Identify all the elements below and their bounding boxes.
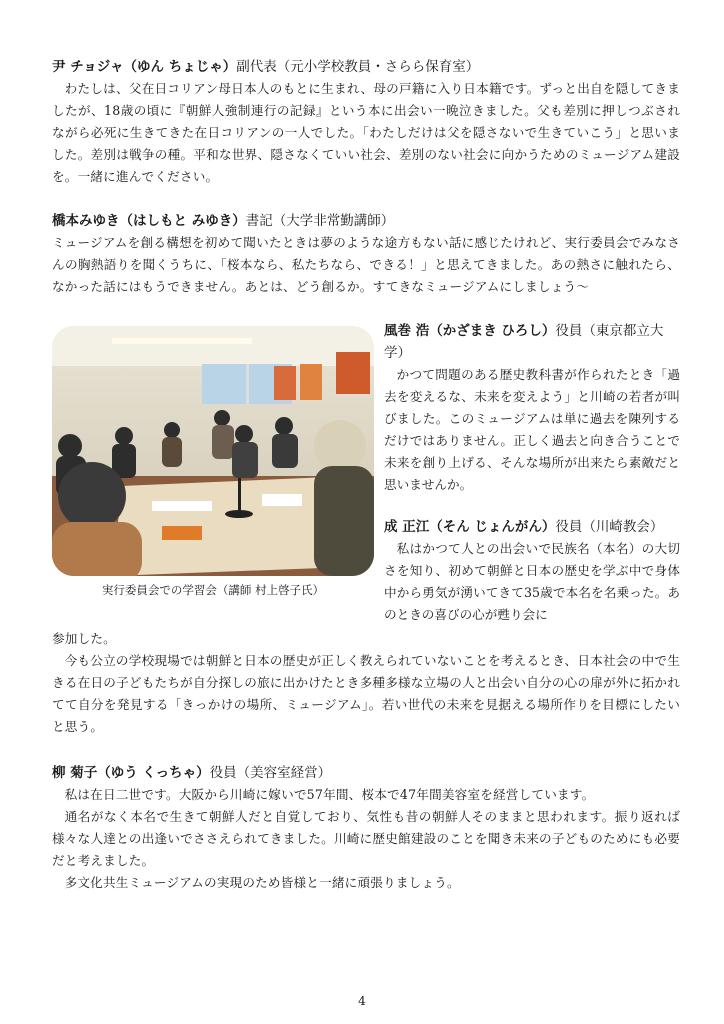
member-paragraph: ミュージアムを創る構想を初めて聞いたときは夢のような途方もない話に感じたけれど、実行委員会でみなさんの胸熱語りを聞くうちに、「桜本なら、私たちなら、できる！」と思えてきました。あの熱さに触れたら、なかった話にはもうできません。あとは、どう創るか。すてきなミュージアムにしましょう〜 — [52, 235, 680, 294]
member-heading — [384, 320, 680, 364]
member-heading — [52, 762, 680, 784]
member-paragraph: 多文化共生ミュージアムの実現のため皆様と一緒に頑張りましょう。 — [64, 875, 460, 890]
member-paragraph: わたしは、父在日コリアン母日本人のもとに生まれ、母の戸籍に入り日本籍です。ずっと出自を隠してきましたが、18歳の頃に『朝鮮人強制連行の記録』という本に出会い一晩泣きました。父も差別に押しつぶされながら必死に生きてきた在日コリアンの一人でした。「わたしだけは父を隠さないで生きていこう」と思いました。差別は戦争の種。平和な世界、隠さなくていい社会、差別のない社会に向かうためのミュージアム建設を。一緒に進んでください。 — [52, 81, 680, 184]
member-paragraph: 今も公立の学校現場では朝鮮と日本の歴史が正しく教えられていないことを考えるとき、日本社会の中で生きる在日の子どもたちが自分探しの旅に出かけたとき多種多様な立場の人と出会い自分の心の扉が外に拓かれてて自分を発見する「きっかけの場所、ミュージアム」。若い世代の未来を見据える場所作りを目標にしたいと思う。 — [52, 653, 680, 734]
member-section-yu — [52, 762, 680, 894]
member-section-kazamaki — [384, 320, 680, 496]
member-name: 尹 チョジャ（ゆん ちょじゃ） — [52, 59, 237, 75]
document-page — [52, 56, 680, 916]
photo-and-sidebar-block — [52, 320, 680, 620]
member-paragraph: かつて問題のある歴史教科書が作られたとき「過去を変えるな、未来を変えよう」と川崎の若者が叫びました。このミュージアムは単に過去を陳列するだけではありません。正しく過去と向き合うことで未来を創り上げる、そんな場所が出来たら素敵だと思いませんか。 — [384, 367, 680, 492]
member-name: 成 正江（そん じょんがん） — [384, 519, 556, 535]
meeting-photo — [52, 326, 374, 576]
member-role: 役員（東京都立大学） — [384, 323, 664, 361]
member-paragraph: 私は在日二世です。大阪から川崎に嫁いで57年間、桜本で47年間美容室を経営しています。 — [64, 787, 595, 802]
member-section-son-continued — [52, 628, 680, 738]
member-section-son — [384, 516, 680, 626]
member-name: 風巻 浩（かざまき ひろし） — [384, 323, 556, 339]
member-heading — [384, 516, 680, 538]
photo-caption: 実行委員会での学習会（講師 村上啓子氏） — [101, 583, 325, 597]
member-paragraph: 参加した。 — [52, 631, 116, 646]
member-paragraph: 通名がなく本名で生きて朝鮮人だと自覚しており、気性も昔の朝鮮人そのままと思われます。振り返れば様々な人達との出逢いでささえられてきました。川崎に歴史館建設のことを聞き未来の子どものためにも必要だと考えました。 — [52, 809, 680, 868]
member-role: 副代表（元小学校教員・さらら保育室） — [236, 59, 480, 75]
member-section-hashimoto — [52, 210, 680, 298]
member-paragraph: 私はかつて人との出会いで民族名（本名）の大切さを知り、初めて朝鮮と日本の歴史を学ぶ中で身体中から勇気が湧いてきて35歳で本名を名乗った。あのときの喜びの心が甦り会に — [384, 541, 680, 622]
member-section-yun — [52, 56, 680, 188]
member-name: 橋本みゆき（はしもと みゆき） — [52, 213, 246, 229]
member-role: 書記（大学非常勤講師） — [245, 213, 395, 229]
member-name: 柳 菊子（ゆう くっちゃ） — [52, 765, 210, 781]
member-role: 役員（川崎教会） — [555, 519, 664, 535]
page-number: 4 — [358, 994, 366, 1008]
sidebar-column — [384, 320, 680, 626]
member-heading — [52, 210, 680, 232]
member-role: 役員（美容室経営） — [209, 765, 332, 781]
member-heading — [52, 56, 680, 78]
